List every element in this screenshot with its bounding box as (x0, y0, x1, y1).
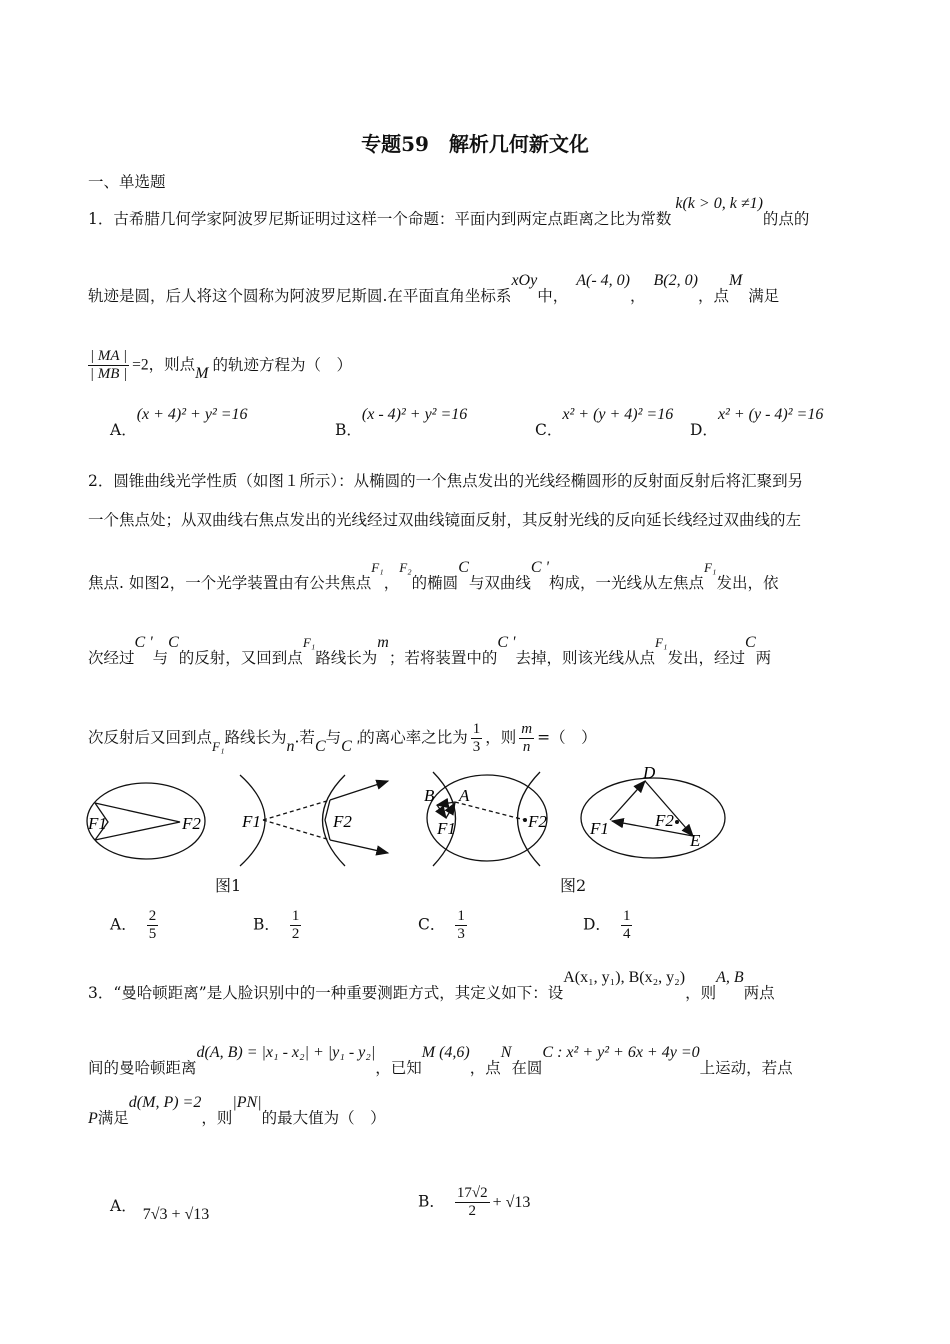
option-label: A． (110, 915, 137, 934)
point-m: M (195, 364, 209, 382)
optics-figures (0, 760, 950, 870)
text: ， (383, 574, 400, 592)
text: 的反射，又回到点 (178, 649, 303, 667)
option-label: D． (690, 421, 718, 439)
label-f2: F2 (528, 812, 547, 831)
label-f2: F2 (182, 814, 201, 833)
text: 满足 (97, 1109, 129, 1127)
text: ，点 (469, 1059, 501, 1077)
text: 中， (537, 287, 569, 305)
denominator: 3 (472, 739, 481, 755)
text: 满足 (748, 287, 780, 305)
ratio-fraction (471, 721, 483, 756)
text: 两 (755, 649, 772, 667)
q2-line1: 2．圆锥曲线光学性质（如图１所示）：从椭圆的一个焦点发出的光线经椭圆形的反射面反射后将汇聚到另 (88, 472, 804, 490)
label-f1: F1 (242, 812, 261, 831)
f1: F₁ (212, 738, 225, 754)
text: 与 (152, 649, 169, 667)
point-m: M (728, 272, 743, 289)
section-heading: 一、单选题 (88, 173, 166, 191)
option-label: B． (335, 421, 362, 439)
f1: F₁ (654, 635, 668, 650)
option-expr: x² + (y + 4)² =16 (562, 406, 674, 423)
c-prime: C ' (497, 634, 516, 651)
text: =2 (132, 356, 149, 374)
option-fraction (621, 908, 633, 943)
point-p: P (88, 1110, 98, 1127)
page-title: 专题59 解析几何新文化 (361, 132, 589, 156)
option-label: A． (110, 421, 137, 439)
label-e: E (690, 831, 701, 850)
label-f2: F2 (655, 811, 674, 830)
option-expr: (x + 4)² + y² =16 (136, 406, 248, 423)
text: 的点的 (762, 210, 810, 228)
point-b: B(2, 0) (653, 272, 698, 289)
option-label: B． (418, 1192, 445, 1211)
option-label: B． (253, 915, 280, 934)
q1-option-c[interactable] (535, 406, 674, 440)
text: 次反射后又回到点 (88, 728, 213, 747)
xoy: xOy (511, 272, 538, 289)
text: 发出，经过 (667, 649, 745, 667)
text: 与双曲线 (468, 574, 531, 592)
distance-mp: d(M, P) =2 (128, 1094, 202, 1111)
option-label: C． (535, 421, 563, 439)
c: C (314, 737, 326, 755)
q1-option-b[interactable] (335, 406, 468, 440)
q1-option-d[interactable] (690, 406, 824, 440)
q2-line4 (88, 634, 772, 668)
text: ，则点 (148, 355, 196, 374)
text: 的椭圆 (411, 574, 459, 592)
text: 构成，一光线从左焦点 (548, 574, 704, 592)
text: 焦点. 如图2，一个光学装置由有公共焦点 (88, 574, 372, 592)
q3-option-b[interactable] (418, 1185, 530, 1220)
option-fraction (147, 908, 159, 943)
ab: A, B (716, 969, 744, 986)
text: 间的曼哈顿距离 (88, 1059, 197, 1077)
text: 的最大值为（ ） (261, 1109, 386, 1127)
label-f2: F2 (333, 812, 352, 831)
point-m: M (4,6) (421, 1044, 470, 1061)
point-a: A(- 4, 0) (576, 272, 630, 289)
f1: F₁ (371, 560, 384, 575)
q1-option-a[interactable] (110, 406, 248, 440)
q3-option-a[interactable] (110, 1194, 210, 1223)
numerator: 1 (472, 721, 481, 737)
text: ，点 (697, 287, 729, 305)
f1: F₁ (703, 560, 717, 575)
text: 发出，依 (716, 574, 779, 592)
text: =（ ） (537, 728, 597, 747)
label-a: A (459, 786, 470, 805)
q2-option-b[interactable] (253, 908, 304, 943)
text: .若 (294, 728, 315, 747)
denominator: 2 (291, 926, 300, 942)
option-fraction (290, 908, 302, 943)
point-n: N (500, 1044, 512, 1061)
numerator: 1 (457, 908, 465, 924)
ratio-fraction (88, 348, 129, 383)
c-prime: C ' (341, 737, 360, 755)
text: 在圆 (511, 1059, 543, 1077)
option-expr: 7√3 + √13 (142, 1206, 210, 1223)
numerator: 2 (148, 908, 157, 924)
numerator: 1 (622, 908, 631, 924)
q3-line3 (88, 1094, 386, 1128)
denominator: 2 (468, 1203, 476, 1219)
q2-line2: 一个焦点处；从双曲线右焦点发出的光线经过双曲线镜面反射，其反射光线的反向延长线经过双曲线的左 (88, 511, 802, 529)
q2-option-d[interactable] (583, 908, 635, 943)
option-fraction (455, 1185, 490, 1220)
label-b: B (424, 786, 435, 805)
circle-eq: C : x² + y² + 6x + 4y =0 (542, 1044, 700, 1061)
option-label: C． (418, 915, 446, 934)
m: m (377, 634, 389, 651)
text: 1．古希腊几何学家阿波罗尼斯证明过这样一个命题：平面内到两定点距离之比为常数 (88, 210, 672, 228)
label-f1: F1 (590, 819, 609, 838)
option-expr: (x - 4)² + y² =16 (361, 406, 468, 423)
q2-option-a[interactable] (110, 908, 161, 943)
option-expr: + √13 (492, 1193, 531, 1211)
text: 次经过 (88, 649, 135, 667)
option-fraction (455, 908, 467, 943)
denominator: 4 (622, 926, 631, 942)
label-d: D (643, 763, 656, 782)
numerator: 1 (291, 908, 300, 924)
n: n (286, 737, 295, 755)
option-label: D． (583, 915, 611, 934)
c: C (168, 634, 179, 651)
text: 与 (325, 728, 342, 747)
mn-fraction (519, 721, 534, 756)
pn: |PN| (232, 1094, 262, 1111)
option-label: A． (110, 1197, 137, 1215)
q1-line3 (88, 348, 352, 383)
text: ；若将装置中的 (388, 649, 498, 667)
numerator: 17√2 (456, 1185, 488, 1201)
denominator: | MB | (89, 366, 128, 382)
q3-line2 (88, 1044, 793, 1078)
denominator: n (522, 739, 531, 755)
q3-line1 (88, 969, 775, 1003)
denominator: 5 (148, 926, 157, 942)
q1-line1 (88, 195, 810, 229)
text: 的轨迹方程为（ ） (212, 355, 352, 374)
c: C (744, 634, 756, 651)
option-expr: x² + (y - 4)² =16 (717, 406, 824, 423)
q2-line5 (88, 721, 597, 756)
text: 上运动，若点 (699, 1059, 793, 1077)
points-ab: A(x₁, y₁), B(x₂, y₂) (563, 969, 686, 986)
f2: F₂ (399, 560, 412, 575)
c: C (458, 559, 469, 576)
q2-line3 (88, 559, 779, 593)
figure-caption-1: 图1 (215, 876, 242, 895)
text: 路线长为 (315, 649, 378, 667)
text: ，已知 (375, 1059, 422, 1077)
label-f1: F1 (88, 814, 107, 833)
text: 去掉，则该光线从点 (515, 649, 655, 667)
text: 轨迹是圆，后人将这个圆称为阿波罗尼斯圆.在平面直角坐标系 (88, 287, 512, 305)
label-f1: F1 (437, 819, 456, 838)
c-prime: C ' (530, 559, 549, 576)
text: 两点 (743, 984, 775, 1002)
text: 3．“曼哈顿距离”是人脸识别中的一种重要测距方式，其定义如下：设 (88, 984, 564, 1002)
f1: F₁ (302, 635, 316, 650)
text: ，则 (685, 984, 717, 1002)
text: 的离心率之比为 (359, 728, 468, 747)
manhattan-distance-def: d(A, B) = |x₁ - x₂| + |y₁ - y₂| (196, 1044, 376, 1061)
numerator: m (521, 721, 533, 737)
q1-line2 (88, 272, 780, 306)
q2-option-c[interactable] (418, 908, 470, 943)
text: 路线长为 (224, 728, 287, 747)
text: ，则 (485, 728, 517, 747)
figure-caption-2: 图2 (560, 876, 587, 895)
text: ， (629, 287, 646, 305)
c-prime: C ' (134, 634, 153, 651)
text: ，则 (201, 1109, 233, 1127)
k-condition: k(k > 0, k ≠1) (675, 195, 763, 212)
numerator: | MA | (90, 348, 128, 364)
denominator: 3 (457, 926, 465, 942)
